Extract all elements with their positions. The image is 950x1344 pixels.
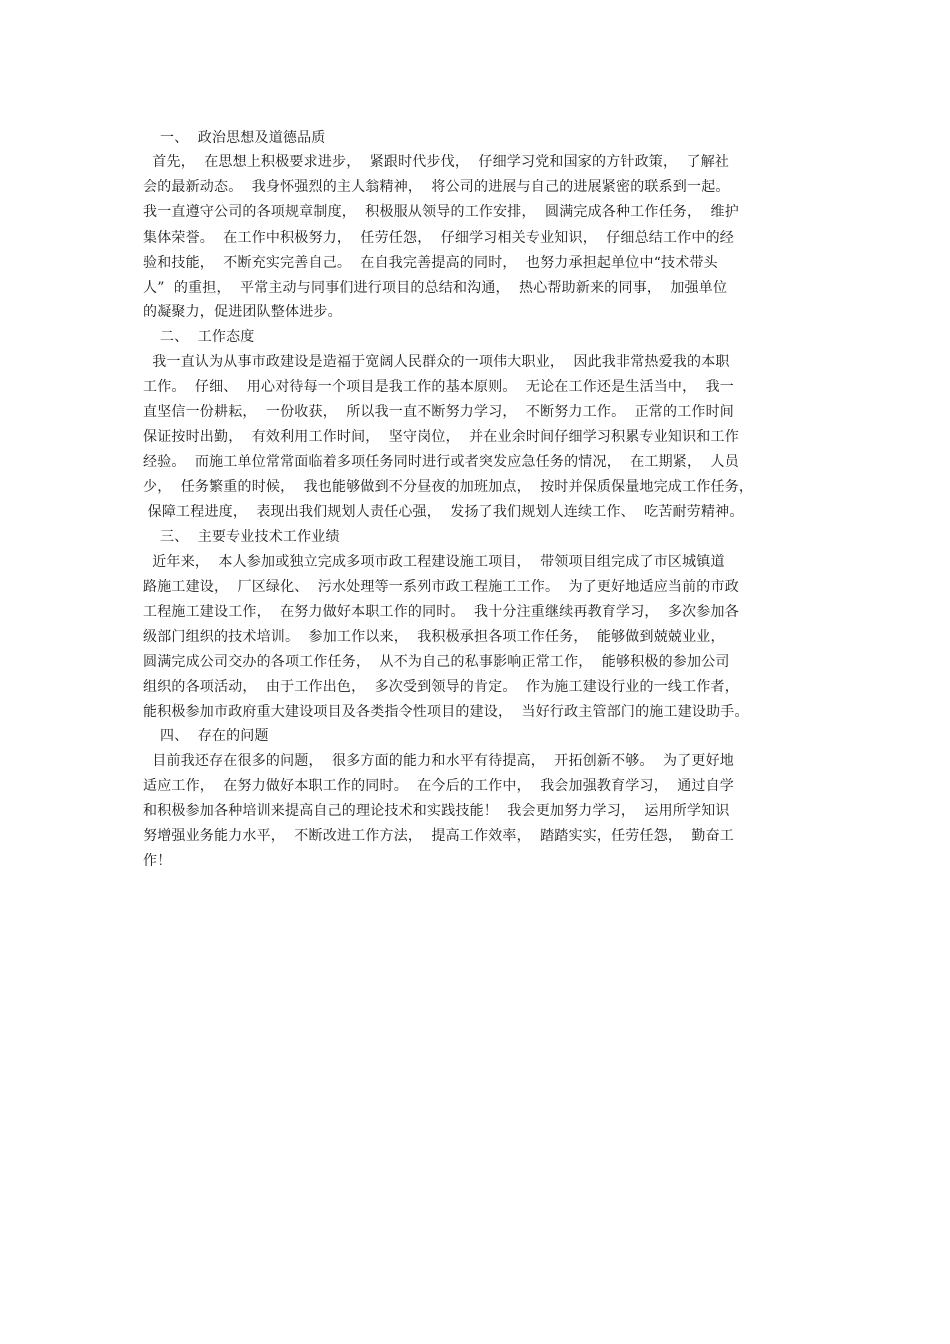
paragraph-line: 首先， 在思想上积极要求进步， 紧跟时代步伐， 仔细学习党和国家的方针政策， 了解社 <box>143 154 730 170</box>
paragraph-line: 的凝聚力，促进团队整体进步。 <box>143 304 342 320</box>
paragraph-line: 少， 任务繁重的时候， 我也能够做到不分昼夜的加班加点， 按时并保质保量地完成工作任务， <box>143 479 754 495</box>
paragraph-line: 我一直遵守公司的各项规章制度， 积极服从领导的工作安排， 圆满完成各种工作任务， 维护 <box>143 204 739 220</box>
paragraph-line: 作！ <box>143 853 172 869</box>
paragraph-line: 直坚信一份耕耘， 一份收获， 所以我一直不断努力学习， 不断努力工作。 正常的工作时间 <box>143 404 734 420</box>
paragraph-line: 和积极参加各种培训来提高自己的理论技术和实践技能！ 我会更加努力学习， 运用所学知识 <box>143 803 730 819</box>
paragraph-line: 保证按时出勤， 有效利用工作时间， 坚守岗位， 并在业余时间仔细学习积累专业知识和工作 <box>143 429 739 445</box>
paragraph-line: 目前我还存在很多的问题， 很多方面的能力和水平有待提高， 开拓创新不够。 为了更好地 <box>143 753 734 769</box>
section-heading-1: 一、 政治思想及道德品质 <box>160 130 326 146</box>
paragraph-line: 级部门组织的技术培训。 参加工作以来， 我积极承担各项工作任务， 能够做到兢兢业业， <box>143 629 725 645</box>
section-heading-3: 三、 主要专业技术工作业绩 <box>160 529 340 545</box>
paragraph-line: 工程施工建设工作， 在努力做好本职工作的同时。 我十分注重继续再教育学习， 多次参加各 <box>143 604 739 620</box>
paragraph-line: 保障工程进度， 表现出我们规划人责任心强， 发扬了我们规划人连续工作、 吃苦耐劳精神。 <box>143 504 744 520</box>
paragraph-line: 验和技能， 不断充实完善自己。 在自我完善提高的同时， 也努力承担起单位中“技术带头 <box>143 255 718 271</box>
paragraph-line: 工作。 仔细、 用心对待每一个项目是我工作的基本原则。 无论在工作还是生活当中， 我一 <box>143 379 734 395</box>
paragraph-line: 我一直认为从事市政建设是造福于宽阔人民群众的一项伟大职业， 因此我非常热爱我的本职 <box>143 354 730 370</box>
paragraph-line: 能积极参加市政府重大建设项目及各类指令性项目的建设， 当好行政主管部门的施工建设助手。 <box>143 704 749 720</box>
paragraph-line: 努增强业务能力水平， 不断改进工作方法， 提高工作效率， 踏踏实实，任劳任怨， 勤奋工 <box>143 828 734 844</box>
paragraph-line: 适应工作， 在努力做好本职工作的同时。 在今后的工作中， 我会加强教育学习， 通过自学 <box>143 778 734 794</box>
paragraph-line: 集体荣誉。 在工作中积极努力， 任劳任怨， 仔细学习相关专业知识， 仔细总结工作中的经 <box>143 230 734 246</box>
paragraph-line: 人” 的重担， 平常主动与同事们进行项目的总结和沟通， 热心帮助新来的同事， 加强单位 <box>143 280 728 296</box>
paragraph-line: 近年来， 本人参加或独立完成多项市政工程建设施工项目， 带领项目组完成了市区城镇道 <box>143 554 725 570</box>
paragraph-line: 圆满完成公司交办的各项工作任务， 从不为自己的私事影响正常工作， 能够积极的参加公司 <box>143 654 730 670</box>
paragraph-line: 经验。 而施工单位常常面临着多项任务同时进行或者突发应急任务的情况， 在工期紧， 人员 <box>143 454 739 470</box>
section-heading-4: 四、 存在的问题 <box>160 728 269 744</box>
paragraph-line: 路施工建设， 厂区绿化、 污水处理等一系列市政工程施工工作。 为了更好地适应当前的市政 <box>143 579 739 595</box>
section-heading-2: 二、 工作态度 <box>160 329 255 345</box>
paragraph-line: 组织的各项活动， 由于工作出色， 多次受到领导的肯定。 作为施工建设行业的一线工作者， <box>143 679 739 695</box>
paragraph-line: 会的最新动态。 我身怀强烈的主人翁精神， 将公司的进展与自己的进展紧密的联系到一起。 <box>143 179 730 195</box>
